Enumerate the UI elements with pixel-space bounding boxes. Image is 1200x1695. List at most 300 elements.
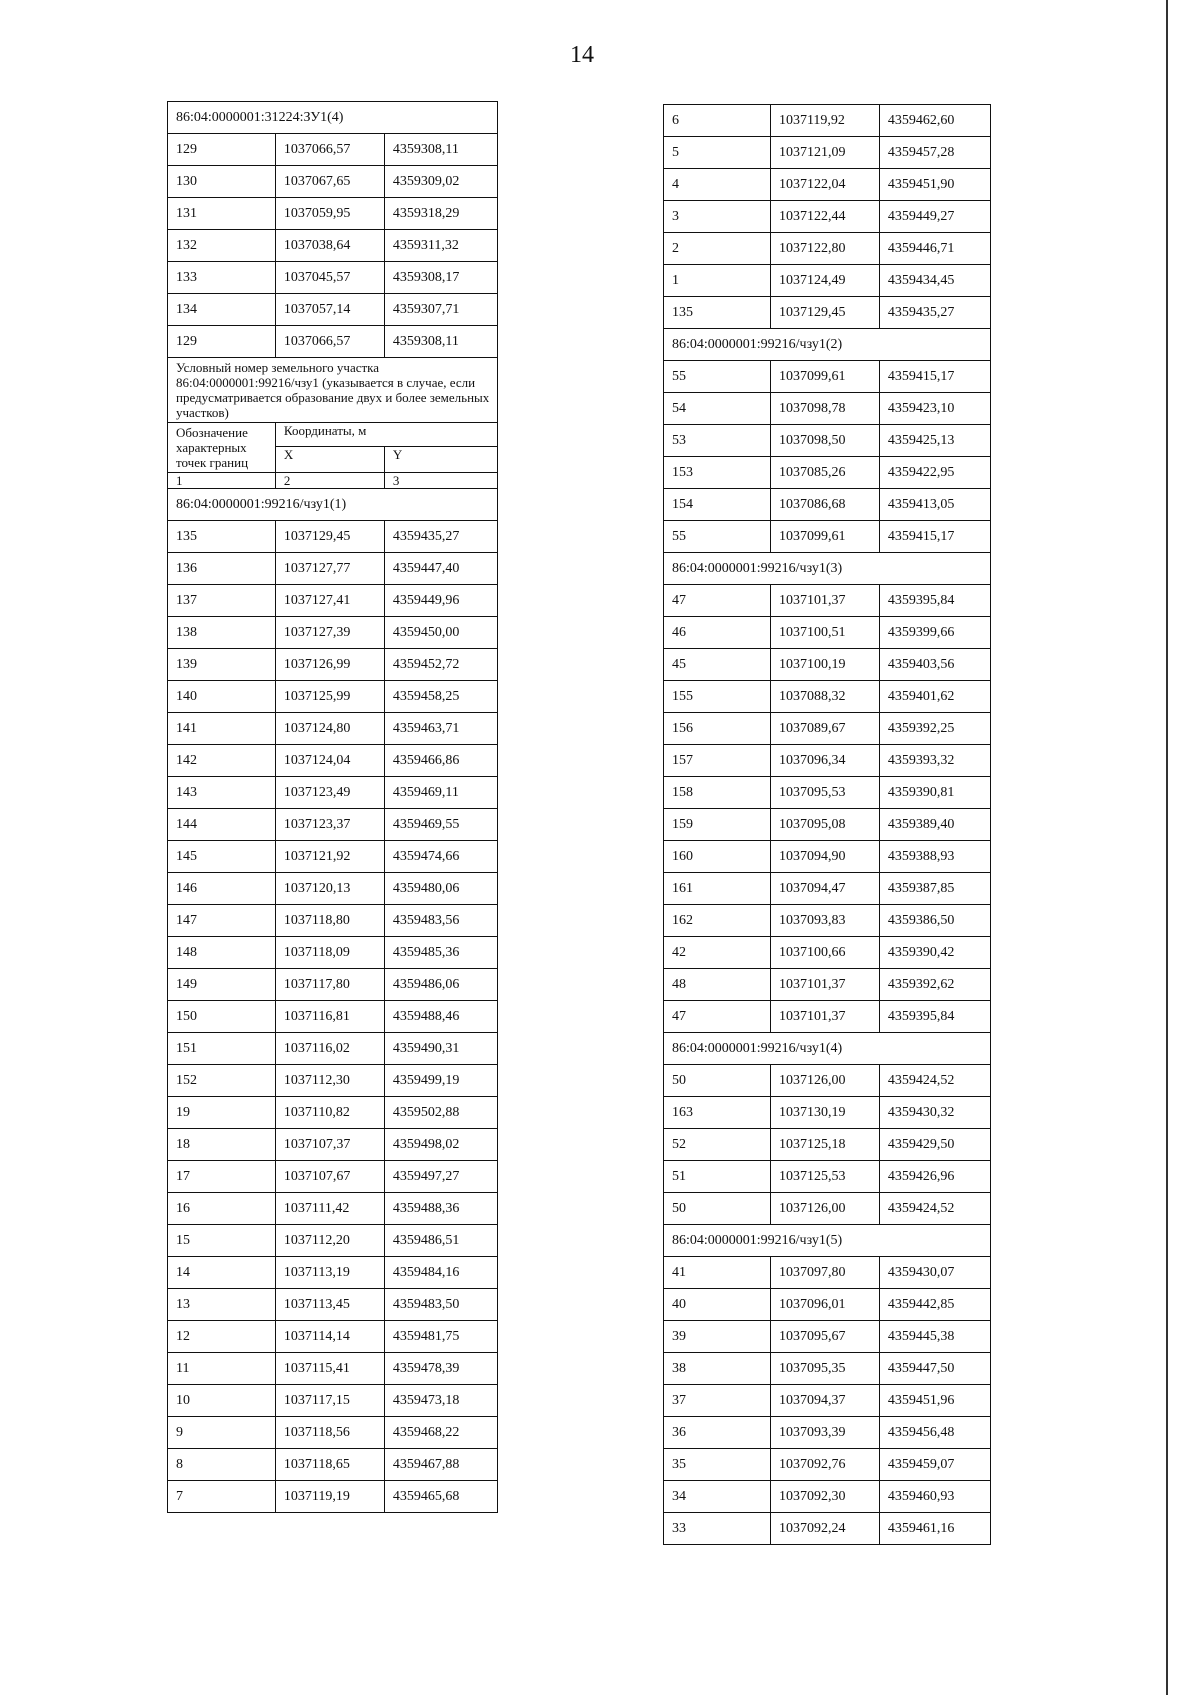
point-number: 137	[168, 585, 276, 617]
point-number: 37	[664, 1385, 771, 1417]
y-coordinate: 4359387,85	[879, 873, 990, 905]
table-row	[664, 937, 991, 969]
table-row	[168, 230, 498, 262]
x-coordinate: 1037118,80	[275, 905, 384, 937]
table-row	[664, 841, 991, 873]
table-row	[168, 713, 498, 745]
y-coordinate: 4359388,93	[879, 841, 990, 873]
point-number: 17	[168, 1161, 276, 1193]
y-coordinate: 4359449,27	[879, 201, 990, 233]
table-row	[168, 1385, 498, 1417]
table-row	[168, 745, 498, 777]
x-coordinate: 1037107,37	[275, 1129, 384, 1161]
point-number: 163	[664, 1097, 771, 1129]
table-row	[664, 1289, 991, 1321]
x-coordinate: 1037093,39	[770, 1417, 879, 1449]
point-number: 14	[168, 1257, 276, 1289]
x-coordinate: 1037129,45	[275, 521, 384, 553]
y-coordinate: 4359446,71	[879, 233, 990, 265]
y-coordinate: 4359483,56	[384, 905, 497, 937]
x-coordinate: 1037130,19	[770, 1097, 879, 1129]
x-coordinate: 1037038,64	[275, 230, 384, 262]
y-coordinate: 4359451,96	[879, 1385, 990, 1417]
y-coordinate: 4359459,07	[879, 1449, 990, 1481]
x-coordinate: 1037122,44	[770, 201, 879, 233]
table-row	[664, 1193, 991, 1225]
y-coordinate: 4359449,96	[384, 585, 497, 617]
y-coordinate: 4359442,85	[879, 1289, 990, 1321]
x-coordinate: 1037098,78	[770, 393, 879, 425]
group-title: 86:04:0000001:31224:ЗУ1(4)	[168, 102, 498, 134]
table-row	[664, 1513, 991, 1545]
column-header-row	[168, 423, 498, 447]
x-coordinate: 1037116,81	[275, 1001, 384, 1033]
y-coordinate: 4359457,28	[879, 137, 990, 169]
y-coordinate: 4359308,17	[384, 262, 497, 294]
table-row	[664, 1353, 991, 1385]
point-number: 146	[168, 873, 276, 905]
point-number: 143	[168, 777, 276, 809]
point-number: 18	[168, 1129, 276, 1161]
y-coordinate: 4359486,51	[384, 1225, 497, 1257]
point-number: 34	[664, 1481, 771, 1513]
x-coordinate: 1037099,61	[770, 521, 879, 553]
right-coordinates-table	[663, 104, 991, 1545]
x-coordinate: 1037100,19	[770, 649, 879, 681]
y-header: Y	[384, 446, 497, 472]
point-number: 158	[664, 777, 771, 809]
x-coordinate: 1037119,92	[770, 105, 879, 137]
y-coordinate: 4359403,56	[879, 649, 990, 681]
table-row	[664, 425, 991, 457]
x-coordinate: 1037126,99	[275, 649, 384, 681]
point-number: 50	[664, 1065, 771, 1097]
point-number: 47	[664, 585, 771, 617]
y-coordinate: 4359447,40	[384, 553, 497, 585]
x-coordinate: 1037092,30	[770, 1481, 879, 1513]
page-number: 14	[570, 42, 594, 68]
y-coordinate: 4359390,42	[879, 937, 990, 969]
table-row	[168, 1449, 498, 1481]
point-number: 148	[168, 937, 276, 969]
point-number: 162	[664, 905, 771, 937]
table-row	[168, 166, 498, 198]
y-coordinate: 4359445,38	[879, 1321, 990, 1353]
x-coordinate: 1037112,20	[275, 1225, 384, 1257]
point-number: 42	[664, 937, 771, 969]
table-row	[664, 809, 991, 841]
x-coordinate: 1037098,50	[770, 425, 879, 457]
point-number: 4	[664, 169, 771, 201]
group-header-row	[664, 553, 991, 585]
table-row	[664, 393, 991, 425]
y-coordinate: 4359447,50	[879, 1353, 990, 1385]
y-coordinate: 4359393,32	[879, 745, 990, 777]
x-coordinate: 1037124,80	[275, 713, 384, 745]
x-coordinate: 1037101,37	[770, 969, 879, 1001]
point-number: 138	[168, 617, 276, 649]
x-coordinate: 1037096,01	[770, 1289, 879, 1321]
y-coordinate: 4359450,00	[384, 617, 497, 649]
table-row	[168, 937, 498, 969]
y-coordinate: 4359502,88	[384, 1097, 497, 1129]
point-number: 41	[664, 1257, 771, 1289]
table-row	[168, 809, 498, 841]
point-number: 132	[168, 230, 276, 262]
point-number: 19	[168, 1097, 276, 1129]
y-coordinate: 4359424,52	[879, 1065, 990, 1097]
point-number: 2	[664, 233, 771, 265]
y-coordinate: 4359478,39	[384, 1353, 497, 1385]
y-coordinate: 4359497,27	[384, 1161, 497, 1193]
table-row	[664, 361, 991, 393]
y-coordinate: 4359486,06	[384, 969, 497, 1001]
y-coordinate: 4359415,17	[879, 361, 990, 393]
x-coordinate: 1037121,09	[770, 137, 879, 169]
x-coordinate: 1037101,37	[770, 585, 879, 617]
table-row	[664, 1161, 991, 1193]
point-number: 9	[168, 1417, 276, 1449]
group-header-row	[168, 489, 498, 521]
y-coordinate: 4359415,17	[879, 521, 990, 553]
table-row	[664, 585, 991, 617]
table-row	[168, 649, 498, 681]
y-coordinate: 4359462,60	[879, 105, 990, 137]
point-number: 55	[664, 361, 771, 393]
point-number: 144	[168, 809, 276, 841]
x-coordinate: 1037095,67	[770, 1321, 879, 1353]
group-title: 86:04:0000001:99216/чзу1(5)	[664, 1225, 991, 1257]
x-coordinate: 1037127,39	[275, 617, 384, 649]
x-coordinate: 1037094,37	[770, 1385, 879, 1417]
point-number: 136	[168, 553, 276, 585]
x-header: X	[275, 446, 384, 472]
x-coordinate: 1037122,80	[770, 233, 879, 265]
point-number: 1	[664, 265, 771, 297]
y-coordinate: 4359460,93	[879, 1481, 990, 1513]
table-row	[664, 1257, 991, 1289]
y-coordinate: 4359311,32	[384, 230, 497, 262]
y-coordinate: 4359392,25	[879, 713, 990, 745]
x-coordinate: 1037117,80	[275, 969, 384, 1001]
x-coordinate: 1037122,04	[770, 169, 879, 201]
group-title: 86:04:0000001:99216/чзу1(2)	[664, 329, 991, 361]
y-coordinate: 4359401,62	[879, 681, 990, 713]
point-number: 156	[664, 713, 771, 745]
x-coordinate: 1037092,24	[770, 1513, 879, 1545]
table-row	[168, 294, 498, 326]
point-number: 47	[664, 1001, 771, 1033]
x-coordinate: 1037097,80	[770, 1257, 879, 1289]
page-edge-line	[1166, 0, 1168, 1695]
y-coordinate: 4359452,72	[384, 649, 497, 681]
point-number: 129	[168, 134, 276, 166]
y-coordinate: 4359488,36	[384, 1193, 497, 1225]
y-coordinate: 4359423,10	[879, 393, 990, 425]
y-coordinate: 4359308,11	[384, 326, 497, 358]
x-coordinate: 1037092,76	[770, 1449, 879, 1481]
table-row	[168, 969, 498, 1001]
point-number: 159	[664, 809, 771, 841]
point-number: 135	[168, 521, 276, 553]
point-number: 129	[168, 326, 276, 358]
x-coordinate: 1037110,82	[275, 1097, 384, 1129]
y-coordinate: 4359465,68	[384, 1481, 497, 1513]
table-row	[168, 1001, 498, 1033]
x-coordinate: 1037118,09	[275, 937, 384, 969]
x-coordinate: 1037113,45	[275, 1289, 384, 1321]
y-coordinate: 4359456,48	[879, 1417, 990, 1449]
x-coordinate: 1037096,34	[770, 745, 879, 777]
x-coordinate: 1037113,19	[275, 1257, 384, 1289]
y-coordinate: 4359490,31	[384, 1033, 497, 1065]
y-coordinate: 4359392,62	[879, 969, 990, 1001]
table-row	[664, 1065, 991, 1097]
y-coordinate: 4359434,45	[879, 265, 990, 297]
y-coordinate: 4359499,19	[384, 1065, 497, 1097]
table-row	[664, 457, 991, 489]
y-coordinate: 4359480,06	[384, 873, 497, 905]
table-row	[168, 1033, 498, 1065]
y-coordinate: 4359461,16	[879, 1513, 990, 1545]
point-number: 134	[168, 294, 276, 326]
x-coordinate: 1037101,37	[770, 1001, 879, 1033]
x-coordinate: 1037123,49	[275, 777, 384, 809]
x-coordinate: 1037095,35	[770, 1353, 879, 1385]
y-coordinate: 4359498,02	[384, 1129, 497, 1161]
x-coordinate: 1037125,99	[275, 681, 384, 713]
table-row	[168, 777, 498, 809]
x-coordinate: 1037120,13	[275, 873, 384, 905]
table-row	[664, 137, 991, 169]
point-number: 16	[168, 1193, 276, 1225]
table-row	[168, 1129, 498, 1161]
point-number: 10	[168, 1385, 276, 1417]
y-coordinate: 4359429,50	[879, 1129, 990, 1161]
y-coordinate: 4359308,11	[384, 134, 497, 166]
table-row	[664, 745, 991, 777]
table-row	[664, 905, 991, 937]
table-row	[168, 1097, 498, 1129]
y-coordinate: 4359485,36	[384, 937, 497, 969]
x-coordinate: 1037093,83	[770, 905, 879, 937]
table-row	[664, 1449, 991, 1481]
point-number: 150	[168, 1001, 276, 1033]
table-row	[168, 1161, 498, 1193]
point-number: 6	[664, 105, 771, 137]
point-number: 12	[168, 1321, 276, 1353]
x-coordinate: 1037115,41	[275, 1353, 384, 1385]
point-number: 13	[168, 1289, 276, 1321]
y-coordinate: 4359474,66	[384, 841, 497, 873]
point-number: 161	[664, 873, 771, 905]
x-coordinate: 1037095,53	[770, 777, 879, 809]
group-title: 86:04:0000001:99216/чзу1(3)	[664, 553, 991, 585]
x-coordinate: 1037100,51	[770, 617, 879, 649]
x-coordinate: 1037094,47	[770, 873, 879, 905]
y-coordinate: 4359488,46	[384, 1001, 497, 1033]
table-row	[168, 326, 498, 358]
table-row	[664, 713, 991, 745]
y-coordinate: 4359424,52	[879, 1193, 990, 1225]
x-coordinate: 1037116,02	[275, 1033, 384, 1065]
x-coordinate: 1037112,30	[275, 1065, 384, 1097]
table-row	[168, 1289, 498, 1321]
y-coordinate: 4359458,25	[384, 681, 497, 713]
y-coordinate: 4359463,71	[384, 713, 497, 745]
x-coordinate: 1037121,92	[275, 841, 384, 873]
x-coordinate: 1037126,00	[770, 1065, 879, 1097]
table-row	[664, 617, 991, 649]
x-coordinate: 1037124,49	[770, 265, 879, 297]
point-number: 133	[168, 262, 276, 294]
point-number: 141	[168, 713, 276, 745]
table-row	[664, 1385, 991, 1417]
x-coordinate: 1037111,42	[275, 1193, 384, 1225]
x-coordinate: 1037117,15	[275, 1385, 384, 1417]
y-coordinate: 4359430,32	[879, 1097, 990, 1129]
table-row	[168, 1321, 498, 1353]
x-coordinate: 1037067,65	[275, 166, 384, 198]
x-coordinate: 1037124,04	[275, 745, 384, 777]
group-header-row	[664, 329, 991, 361]
parcel-description: Условный номер земельного участка 86:04:0000001:99216/чзу1 (указывается в случае, если предусматривается образование двух и более земельных участков)	[168, 358, 498, 423]
table-row	[664, 233, 991, 265]
x-coordinate: 1037127,41	[275, 585, 384, 617]
group-header-row	[664, 1033, 991, 1065]
x-coordinate: 1037089,67	[770, 713, 879, 745]
table-row	[664, 649, 991, 681]
point-number: 139	[168, 649, 276, 681]
table-row	[168, 521, 498, 553]
table-row	[168, 1353, 498, 1385]
point-number: 38	[664, 1353, 771, 1385]
point-number: 154	[664, 489, 771, 521]
table-row	[664, 1097, 991, 1129]
table-row	[664, 201, 991, 233]
y-coordinate: 4359467,88	[384, 1449, 497, 1481]
x-coordinate: 1037045,57	[275, 262, 384, 294]
table-row	[664, 489, 991, 521]
point-number: 51	[664, 1161, 771, 1193]
table-row	[168, 1065, 498, 1097]
point-number: 155	[664, 681, 771, 713]
point-number: 54	[664, 393, 771, 425]
x-coordinate: 1037066,57	[275, 134, 384, 166]
y-coordinate: 4359468,22	[384, 1417, 497, 1449]
column-number: 2	[275, 473, 384, 489]
table-row	[664, 1417, 991, 1449]
point-number: 157	[664, 745, 771, 777]
y-coordinate: 4359395,84	[879, 1001, 990, 1033]
table-row	[168, 585, 498, 617]
y-coordinate: 4359389,40	[879, 809, 990, 841]
table-row	[664, 1001, 991, 1033]
point-number: 35	[664, 1449, 771, 1481]
table-row	[664, 1129, 991, 1161]
point-number: 131	[168, 198, 276, 230]
x-coordinate: 1037099,61	[770, 361, 879, 393]
y-coordinate: 4359390,81	[879, 777, 990, 809]
point-number: 135	[664, 297, 771, 329]
point-number: 3	[664, 201, 771, 233]
table-row	[664, 681, 991, 713]
coordinates-header: Координаты, м	[275, 423, 497, 447]
y-coordinate: 4359473,18	[384, 1385, 497, 1417]
point-number: 140	[168, 681, 276, 713]
point-number: 45	[664, 649, 771, 681]
left-coordinates-table	[167, 101, 498, 1513]
table-row	[168, 1225, 498, 1257]
point-number: 39	[664, 1321, 771, 1353]
x-coordinate: 1037118,56	[275, 1417, 384, 1449]
x-coordinate: 1037066,57	[275, 326, 384, 358]
x-coordinate: 1037118,65	[275, 1449, 384, 1481]
table-row	[168, 1417, 498, 1449]
point-number: 142	[168, 745, 276, 777]
x-coordinate: 1037085,26	[770, 457, 879, 489]
point-number: 8	[168, 1449, 276, 1481]
x-coordinate: 1037059,95	[275, 198, 384, 230]
point-number: 11	[168, 1353, 276, 1385]
description-row	[168, 358, 498, 423]
x-coordinate: 1037123,37	[275, 809, 384, 841]
y-coordinate: 4359413,05	[879, 489, 990, 521]
point-number: 5	[664, 137, 771, 169]
y-coordinate: 4359481,75	[384, 1321, 497, 1353]
point-number: 33	[664, 1513, 771, 1545]
x-coordinate: 1037057,14	[275, 294, 384, 326]
point-number: 145	[168, 841, 276, 873]
table-row	[664, 1481, 991, 1513]
point-number: 36	[664, 1417, 771, 1449]
y-coordinate: 4359318,29	[384, 198, 497, 230]
x-coordinate: 1037125,53	[770, 1161, 879, 1193]
point-number: 53	[664, 425, 771, 457]
table-row	[168, 1481, 498, 1513]
point-number: 40	[664, 1289, 771, 1321]
x-coordinate: 1037100,66	[770, 937, 879, 969]
point-number: 55	[664, 521, 771, 553]
table-row	[168, 617, 498, 649]
x-coordinate: 1037119,19	[275, 1481, 384, 1513]
point-number: 149	[168, 969, 276, 1001]
y-coordinate: 4359469,11	[384, 777, 497, 809]
table-row	[664, 105, 991, 137]
x-coordinate: 1037129,45	[770, 297, 879, 329]
y-coordinate: 4359466,86	[384, 745, 497, 777]
x-coordinate: 1037114,14	[275, 1321, 384, 1353]
column-number: 3	[384, 473, 497, 489]
y-coordinate: 4359435,27	[384, 521, 497, 553]
y-coordinate: 4359469,55	[384, 809, 497, 841]
group-title: 86:04:0000001:99216/чзу1(4)	[664, 1033, 991, 1065]
x-coordinate: 1037127,77	[275, 553, 384, 585]
table-row	[168, 1193, 498, 1225]
y-coordinate: 4359425,13	[879, 425, 990, 457]
point-number: 15	[168, 1225, 276, 1257]
x-coordinate: 1037088,32	[770, 681, 879, 713]
point-number: 130	[168, 166, 276, 198]
table-row	[168, 553, 498, 585]
group-header-row	[664, 1225, 991, 1257]
y-coordinate: 4359399,66	[879, 617, 990, 649]
table-row	[168, 1257, 498, 1289]
point-number: 50	[664, 1193, 771, 1225]
x-coordinate: 1037094,90	[770, 841, 879, 873]
table-row	[168, 841, 498, 873]
table-row	[664, 265, 991, 297]
